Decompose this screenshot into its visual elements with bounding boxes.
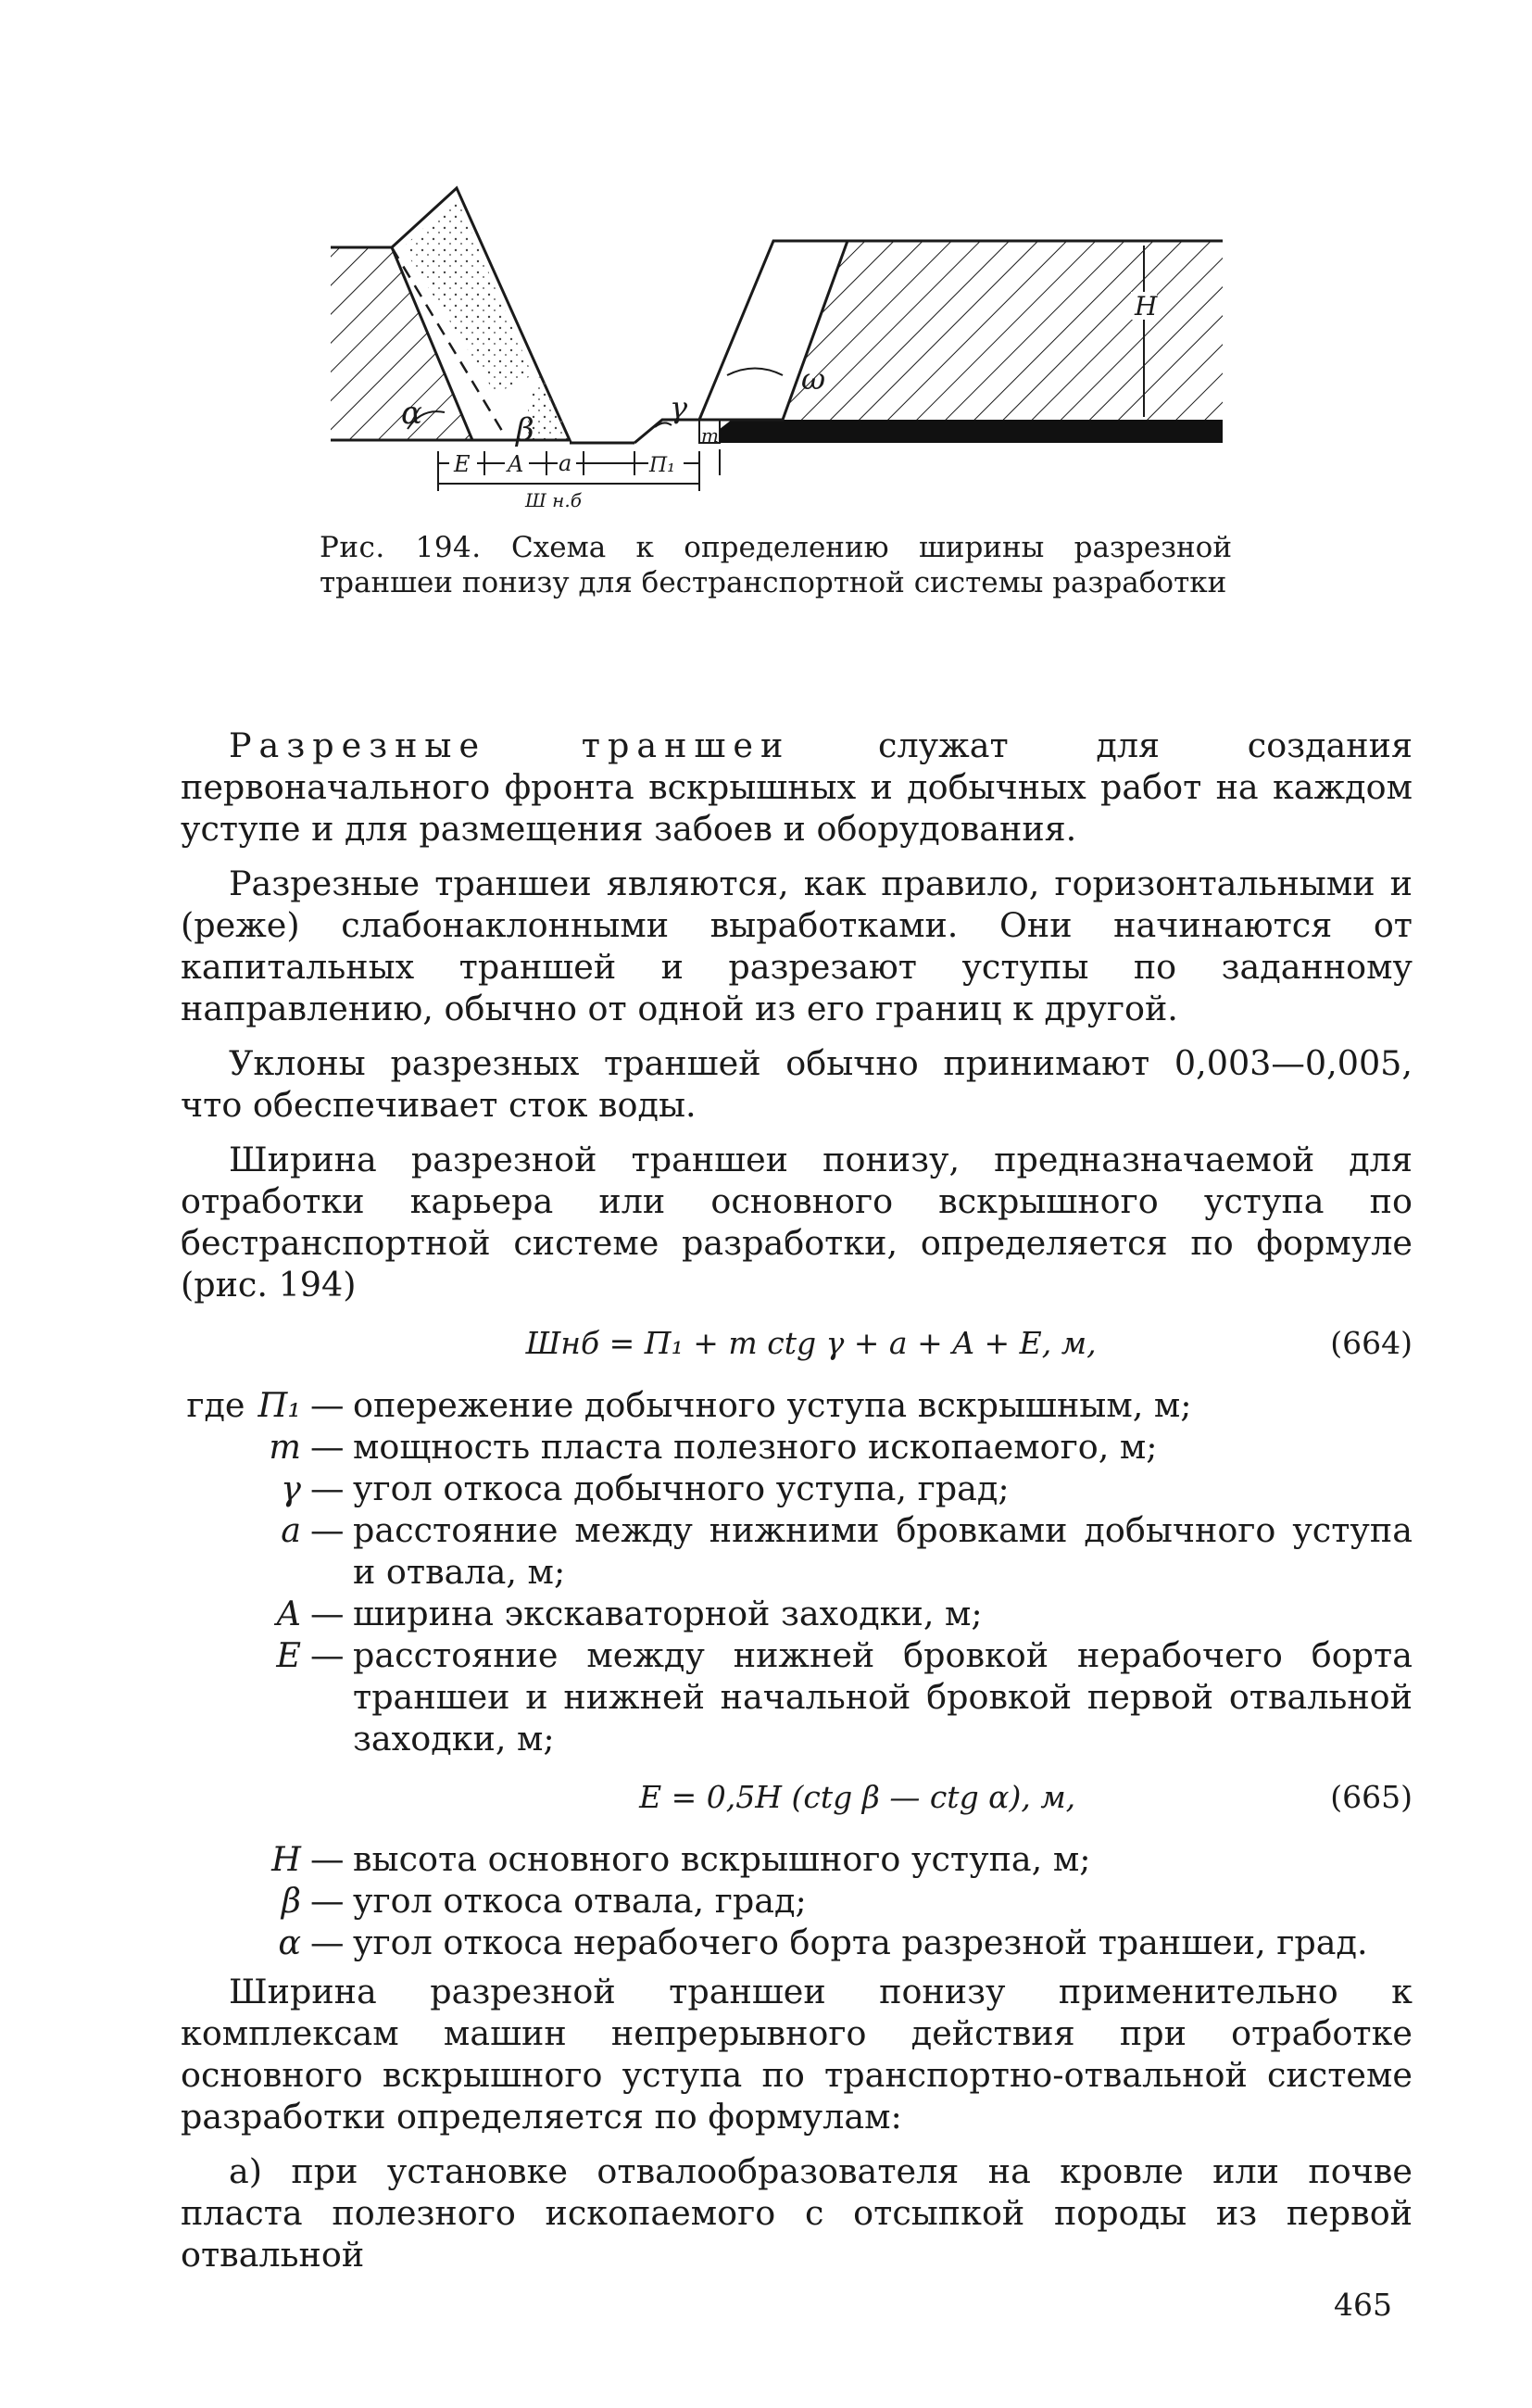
definition-text: высота основного вскрышного уступа, м;: [353, 1839, 1091, 1879]
definition-text: опережение добычного уступа вскрышным, м;: [353, 1385, 1192, 1425]
label-E: E: [454, 451, 471, 477]
paragraph-1-rest: служат для создания первоначального фронта вскрышных и добычных работ на каждом уступе и для размещения забоев и оборудования.: [181, 725, 1413, 849]
paragraph-2: Разрезные траншеи являются, как правило, горизонтальными и (реже) слабонаклонными выработками. Они начинаются от капитальных траншей и разрезают уступы по заданному направлению, обычно от одной из его границ к другой.: [181, 864, 1413, 1028]
right-ground-hatch: [783, 241, 1223, 420]
definition-symbol: γ: [281, 1469, 301, 1508]
label-alpha: α: [401, 395, 422, 432]
formula-664: [181, 1322, 1413, 1364]
paragraph-5: Ширина разрезной траншеи понизу применительно к комплексам машин непрерывного действия при отработке основного вскрышного уступа по транспортно-отвальной системе разработки определяется по формулам:: [181, 1972, 1413, 2137]
trench-diagram: [320, 181, 1237, 523]
definition-dash: —: [310, 1594, 345, 1633]
definition-item: [181, 1922, 1413, 1963]
label-H: H: [1135, 291, 1158, 321]
paragraph-3: Уклоны разрезных траншей обычно принимают 0,003—0,005, что обеспечивает сток воды.: [181, 1043, 1413, 1125]
definition-symbol: где П₁: [186, 1385, 301, 1425]
definition-item: [181, 1593, 1413, 1634]
coal-seam: [720, 420, 1223, 443]
definition-text: мощность пласта полезного ископаемого, м;: [353, 1427, 1158, 1467]
definition-symbol: H: [271, 1839, 301, 1879]
definition-item: [181, 1468, 1413, 1509]
formula-665-body: E = 0,5H (ctg β — ctg α), м,: [639, 1779, 1076, 1815]
definition-text: угол откоса нерабочего борта разрезной траншеи, град.: [353, 1923, 1368, 1962]
formula-665-number: (665): [1330, 1779, 1413, 1815]
caption-text: Схема к определению ширины разрезной траншеи понизу для бестранспортной системы разработки: [320, 531, 1232, 599]
definition-item: [181, 1880, 1413, 1922]
page-number: 465: [1334, 2287, 1392, 2323]
label-A: A: [508, 451, 524, 477]
definition-text: расстояние между нижними бровками добычного уступа и отвала, м;: [353, 1510, 1413, 1592]
definition-item: [181, 1838, 1413, 1880]
caption-number: Рис. 194.: [320, 531, 482, 564]
definition-dash: —: [310, 1510, 345, 1550]
definition-text: расстояние между нижней бровкой нерабочего борта траншеи и нижней начальной бровкой первой отвальной заходки, м;: [353, 1635, 1413, 1759]
formula-664-body: Шнб = П₁ + m ctg γ + a + A + E, м,: [525, 1325, 1097, 1361]
definition-symbol: E: [276, 1635, 301, 1675]
paragraph-6: а) при установке отвалообразователя на кровле или почве пласта полезного ископаемого с отсыпкой породы из первой отвальной: [181, 2151, 1413, 2275]
label-omega: ω: [801, 361, 826, 397]
definition-item: [181, 1426, 1413, 1468]
definition-symbol: a: [281, 1510, 301, 1550]
definition-text: угол откоса отвала, град;: [353, 1881, 807, 1921]
definition-dash: —: [310, 1839, 345, 1879]
definition-dash: —: [310, 1881, 345, 1921]
definition-dash: —: [310, 1385, 345, 1425]
paragraph-1: [181, 725, 1413, 850]
definition-lead: где: [186, 1385, 245, 1425]
label-Sh: Ш н.б: [525, 489, 582, 511]
label-P1: П₁: [649, 454, 676, 477]
figure-caption: [320, 530, 1232, 600]
label-gamma: γ: [670, 390, 688, 425]
body-text: [181, 725, 1413, 2288]
definition-symbol: β: [281, 1881, 301, 1921]
definition-dash: —: [310, 1635, 345, 1675]
definition-dash: —: [310, 1427, 345, 1467]
paragraph-4: Ширина разрезной траншеи понизу, предназначаемой для отработки карьера или основного вскрышного уступа по бестранспортной системе разработки, определяется по формуле (рис. 194): [181, 1140, 1413, 1305]
definitions-list-1: [181, 1384, 1413, 1759]
definition-symbol: α: [278, 1923, 301, 1962]
definition-dash: —: [310, 1469, 345, 1508]
definition-dash: —: [310, 1923, 345, 1962]
definition-item: [181, 1509, 1413, 1593]
formula-664-number: (664): [1330, 1325, 1413, 1361]
formula-665: [181, 1776, 1413, 1818]
definition-text: ширина экскаваторной заходки, м;: [353, 1594, 983, 1633]
label-m: m: [701, 424, 719, 447]
label-a: a: [559, 450, 572, 476]
label-beta: β: [516, 411, 534, 448]
definitions-list-2: [181, 1838, 1413, 1963]
figure-194: [320, 181, 1237, 523]
paragraph-1-spaced: Разрезные траншеи: [229, 725, 791, 765]
definition-item: [181, 1384, 1413, 1426]
definition-symbol: A: [276, 1594, 301, 1633]
definition-symbol: m: [269, 1427, 301, 1467]
definition-item: [181, 1634, 1413, 1759]
definition-text: угол откоса добычного уступа, град;: [353, 1469, 1010, 1508]
